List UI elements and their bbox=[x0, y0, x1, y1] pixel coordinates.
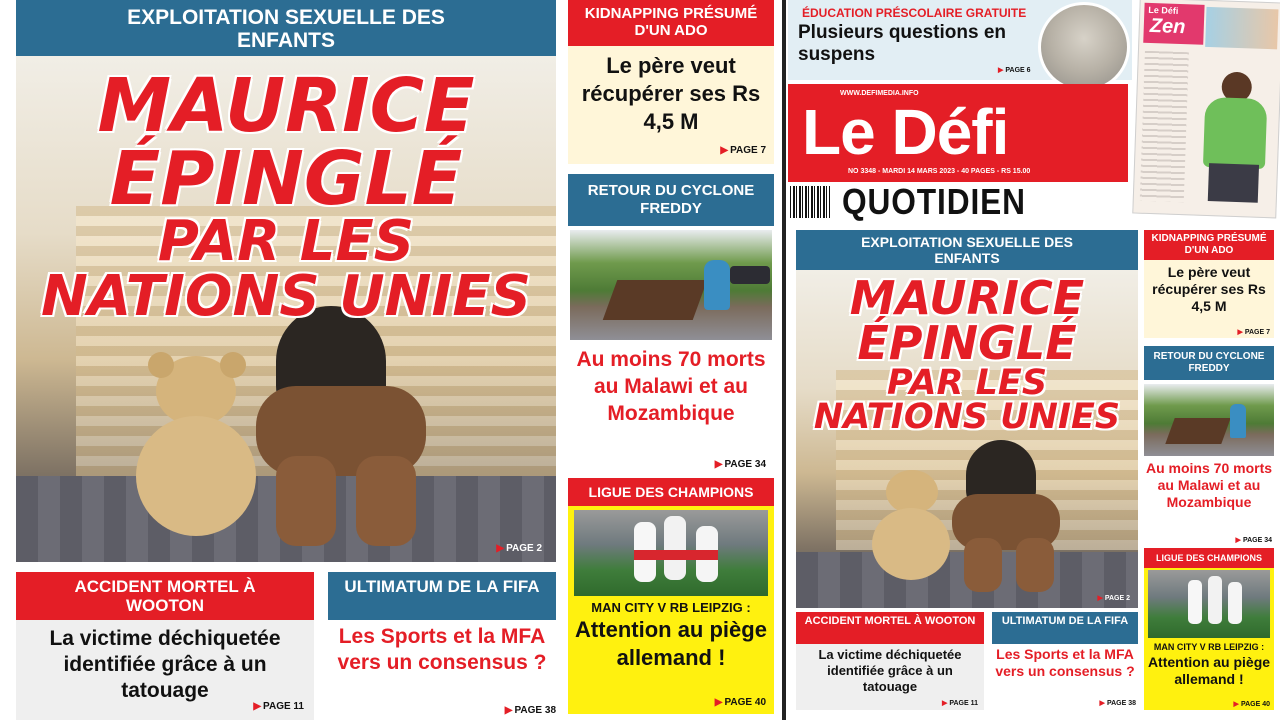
left-accident-kicker: ACCIDENT MORTEL À WOOTON bbox=[16, 572, 314, 620]
right-preschool-story[interactable] bbox=[788, 0, 1132, 80]
right-accident-pageref: ▶ PAGE 11 bbox=[941, 700, 978, 707]
masthead-dateline: NO 3348 - MARDI 14 MARS 2023 - 40 PAGES - RS 15.00 bbox=[848, 168, 1031, 175]
zen-logo-bottom: Zen bbox=[1149, 14, 1186, 39]
left-fifa-headline: Les Sports et la MFA vers un consensus ? bbox=[337, 625, 547, 674]
left-main-kicker bbox=[16, 0, 556, 56]
left-main-headline-line-3: PAR LES bbox=[157, 209, 415, 275]
right-fifa-headline: Les Sports et la MFA vers un consensus ? bbox=[995, 646, 1135, 679]
right-main-pageref: ▶ PAGE 2 bbox=[1097, 595, 1130, 602]
right-preschool-pageref: ▶ PAGE 6 bbox=[998, 67, 1031, 74]
right-accident-story[interactable] bbox=[796, 612, 984, 710]
left-main-kicker-text: EXPLOITATION SEXUELLE DES ENFANTS bbox=[127, 6, 445, 52]
right-preschool-headline: Plusieurs questions en suspens bbox=[798, 22, 1006, 65]
right-child-figure bbox=[946, 440, 1066, 590]
right-ligue-headline: Attention au piège allemand ! bbox=[1147, 654, 1271, 687]
left-cyclone-story[interactable] bbox=[568, 174, 774, 474]
right-cyclone-pageref: ▶ PAGE 34 bbox=[1235, 537, 1272, 544]
zen-logo-top: Le Défi bbox=[1148, 4, 1179, 16]
left-ligue-pageref: ▶ PAGE 40 bbox=[714, 697, 766, 708]
zen-cover-person bbox=[1192, 71, 1276, 204]
right-kidnapping-kicker: KIDNAPPING PRÉSUMÉ D'UN ADO bbox=[1144, 230, 1274, 260]
left-kidnapping-pageref: ▶ PAGE 7 bbox=[720, 145, 766, 156]
left-main-story[interactable] bbox=[16, 0, 556, 562]
right-main-headline-line-3: PAR LES bbox=[886, 363, 1048, 404]
right-cyclone-kicker: RETOUR DU CYCLONE FREDDY bbox=[1144, 346, 1274, 380]
right-cyclone-headline: Au moins 70 morts au Malawi et au Mozambique bbox=[1145, 460, 1273, 510]
left-cyclone-pageref: ▶ PAGE 34 bbox=[714, 459, 766, 470]
left-accident-headline: La victime déchiquetée identifiée grâce à un tatouage bbox=[49, 627, 281, 702]
page-divider bbox=[782, 0, 786, 720]
left-main-headline-line-1: MAURICE bbox=[97, 63, 475, 149]
right-preschool-photo bbox=[1038, 2, 1130, 92]
left-main-headline bbox=[16, 63, 556, 329]
right-teddy-bear bbox=[866, 470, 956, 580]
left-main-pageref: ▶ PAGE 2 bbox=[496, 543, 542, 554]
left-kidnapping-story[interactable] bbox=[568, 0, 774, 164]
right-main-headline-line-4: NATIONS UNIES bbox=[813, 397, 1121, 438]
right-fifa-story[interactable] bbox=[992, 612, 1138, 710]
right-preschool-kicker: ÉDUCATION PRÉSCOLAIRE GRATUITE bbox=[802, 6, 1027, 20]
left-ligue-headline: Attention au piège allemand ! bbox=[575, 617, 767, 670]
right-ligue-subhead: MAN CITY V RB LEIPZIG : bbox=[1153, 642, 1265, 652]
right-front-page bbox=[788, 0, 1280, 720]
right-ligue-kicker: LIGUE DES CHAMPIONS bbox=[1144, 548, 1274, 568]
zen-text-column bbox=[1140, 51, 1189, 202]
masthead-title: Le Défi bbox=[802, 96, 1009, 168]
right-kidnapping-pageref: ▶ PAGE 7 bbox=[1237, 329, 1270, 336]
right-main-headline-line-1: MAURICE bbox=[849, 271, 1085, 325]
zen-logo bbox=[1143, 3, 1204, 45]
masthead-subtitle: QUOTIDIEN bbox=[842, 181, 1026, 222]
right-kidnapping-story[interactable] bbox=[1144, 230, 1274, 338]
left-ligue-subhead: MAN CITY V RB LEIPZIG : bbox=[591, 600, 751, 615]
right-main-story[interactable] bbox=[796, 230, 1138, 608]
left-kidnapping-kicker: KIDNAPPING PRÉSUMÉ D'UN ADO bbox=[568, 0, 774, 46]
left-cyclone-photo bbox=[570, 230, 772, 340]
teddy-bear bbox=[126, 356, 266, 536]
left-cyclone-kicker: RETOUR DU CYCLONE FREDDY bbox=[568, 174, 774, 226]
right-accident-headline: La victime déchiquetée identifiée grâce à un tatouage bbox=[818, 647, 962, 694]
zen-supplement[interactable] bbox=[1132, 0, 1280, 218]
right-fifa-pageref: ▶ PAGE 38 bbox=[1099, 700, 1136, 707]
left-fifa-pageref: ▶ PAGE 38 bbox=[504, 705, 556, 716]
right-main-kicker: EXPLOITATION SEXUELLE DES ENFANTS bbox=[796, 230, 1138, 270]
masthead-barcode bbox=[790, 186, 830, 218]
right-accident-kicker: ACCIDENT MORTEL À WOOTON bbox=[796, 612, 984, 644]
right-fifa-kicker: ULTIMATUM DE LA FIFA bbox=[992, 612, 1138, 644]
zen-header-photo bbox=[1205, 7, 1278, 49]
right-ligue-story[interactable] bbox=[1144, 548, 1274, 710]
right-kidnapping-headline: Le père veut récupérer ses Rs 4,5 M bbox=[1152, 264, 1266, 314]
right-ligue-photo bbox=[1148, 570, 1270, 638]
left-accident-pageref: ▶ PAGE 11 bbox=[253, 701, 304, 712]
left-fifa-kicker: ULTIMATUM DE LA FIFA bbox=[328, 572, 556, 620]
right-cyclone-story[interactable] bbox=[1144, 346, 1274, 544]
child-figure bbox=[246, 306, 446, 546]
left-accident-story[interactable] bbox=[16, 572, 314, 720]
right-ligue-pageref: ▶ PAGE 40 bbox=[1233, 701, 1270, 708]
left-fifa-story[interactable] bbox=[328, 572, 556, 720]
right-cyclone-photo bbox=[1144, 384, 1274, 456]
right-main-headline bbox=[796, 271, 1138, 438]
left-kidnapping-headline: Le père veut récupérer ses Rs 4,5 M bbox=[581, 53, 761, 134]
left-ligue-story[interactable] bbox=[568, 478, 774, 714]
left-ligue-photo bbox=[574, 510, 768, 596]
left-main-headline-line-4: NATIONS UNIES bbox=[41, 263, 531, 329]
masthead-website: WWW.DEFIMEDIA.INFO bbox=[840, 90, 919, 97]
left-cyclone-headline: Au moins 70 morts au Malawi et au Mozambique bbox=[576, 348, 766, 425]
masthead[interactable] bbox=[788, 84, 1128, 182]
left-main-headline-line-2: ÉPINGLÉ bbox=[109, 135, 463, 222]
right-main-headline-line-2: ÉPINGLÉ bbox=[857, 316, 1077, 371]
left-ligue-kicker: LIGUE DES CHAMPIONS bbox=[568, 478, 774, 506]
